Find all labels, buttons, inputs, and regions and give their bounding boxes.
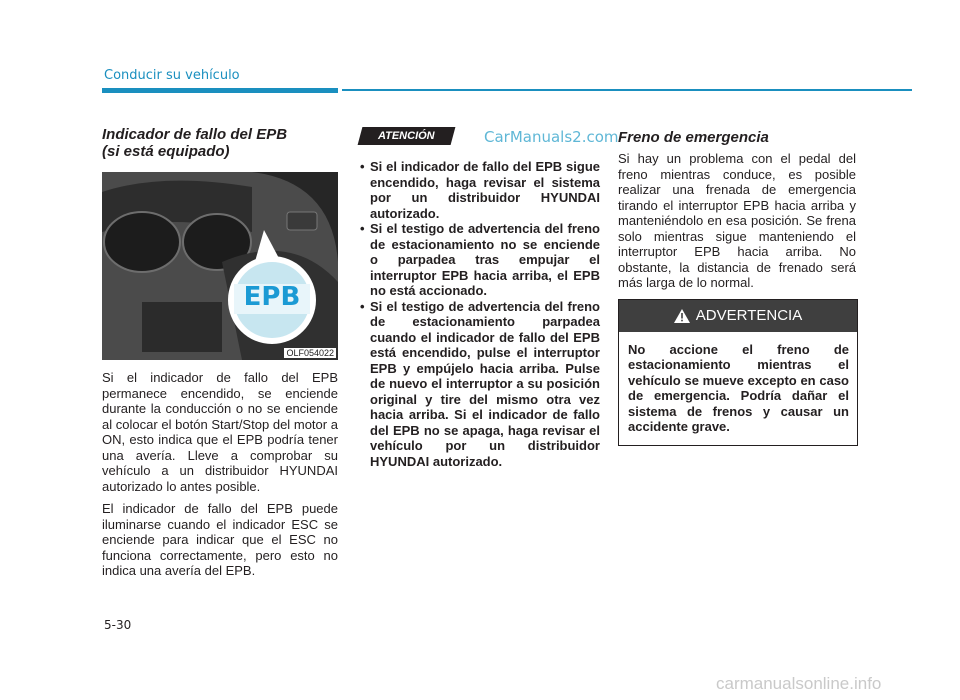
page-number: 5-30 [104,618,132,632]
middle-column [360,126,600,469]
header-section-title: Conducir su vehículo [104,68,240,83]
bullet-icon: • [360,221,365,236]
warning-text: No accione el freno de estacionamiento mientras el vehículo se mueve excepto en caso de emergencia. Podría dañar el sistema de frenos y causar un accidente grave. [628,341,849,434]
right-column [618,126,856,446]
header-rule-thick [102,88,338,93]
atencion-item-text: Si el indicador de fallo del EPB sigue encendido, haga revisar el sistema por un distribuidor HYUNDAI autorizado. [370,159,600,221]
atencion-list [360,159,600,469]
dashboard-illustration [102,172,338,360]
atencion-item-text: Si el testigo de advertencia del freno de estacionamiento parpadea cuando el indicador de fallo del EPB está encendido, pulse el interruptor EPB y empújelo hacia arriba. Pulse de nuevo el interruptor a su posición original y tire del mismo otra vez hacia arriba. Si el indicador de fallo del EPB no se apaga, haga revisar el vehículo por un distribuidor HYUNDAI autorizado. [370,298,600,469]
atencion-item-2 [360,221,600,299]
emergency-brake-paragraph: Si hay un problema con el pedal del freno mientras conduce, es posible realizar una frenada de emergencia tirando el interruptor EPB hacia arriba y manteniéndolo en esa posición. Se frena solo mientras sigue manteniendo el interruptor EPB hacia arriba. No obstante, la distancia de frenado será más larga de lo normal. [618,151,856,290]
emergency-brake-title: Freno de emergencia [618,129,769,146]
epb-title-line2: (si está equipado) [102,143,230,160]
atencion-item-3 [360,299,600,470]
bullet-icon: • [360,159,365,174]
atencion-badge [358,127,455,145]
header-rule-thin [342,89,912,91]
bullet-icon: • [360,298,365,314]
epb-paragraph-2: El indicador de fallo del EPB puede iluminarse cuando el indicador ESC se enciende para indicar que el ESC no funciona correctamente, pero esto no indica una avería del EPB. [102,501,338,578]
photo-caption: OLF054022 [286,348,334,358]
warning-triangle-icon [674,309,690,323]
warning-header [619,300,857,332]
site-footer[interactable]: carmanualsonline.info [716,674,882,693]
epb-paragraph-1: Si el indicador de fallo del EPB permanece encendido, se enciende durante la conducción o no se enciende al colocar el botón Start/Stop del motor a ON, esto indica que el EPB podría tener una avería. Lleve a comprobar su vehículo a un distribuidor HYUNDAI autorizado lo antes posible. [102,370,338,494]
watermark-link[interactable]: CarManuals2.com [484,128,619,146]
epb-label: EPB [243,282,301,312]
left-column [102,126,338,586]
atencion-item-1 [360,159,600,221]
epb-section-title [102,126,338,160]
atencion-label: ATENCIÓN [378,130,435,142]
warning-box [618,299,858,446]
atencion-item-text: Si el testigo de advertencia del freno de estacionamiento no se enciende o parpadea tras empujar el interruptor EPB hacia arriba, el EPB no está accionado. [370,221,600,298]
warning-title: ADVERTENCIA [695,307,803,324]
epb-title-line1: Indicador de fallo del EPB [102,126,288,143]
dashboard-photo [102,172,338,360]
